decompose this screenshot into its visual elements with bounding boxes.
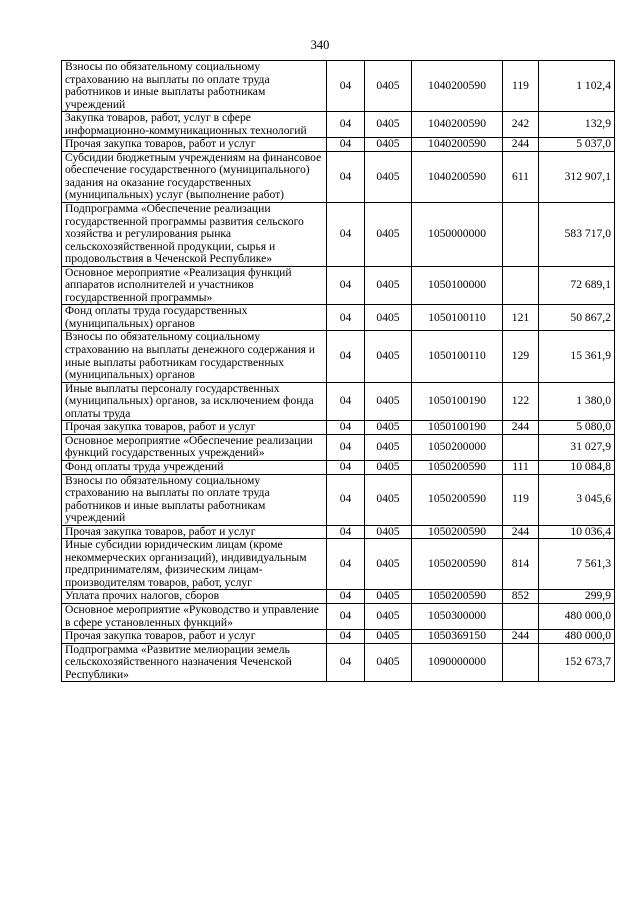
subsection-code-cell: 0405 <box>365 460 412 474</box>
amount-cell: 15 361,9 <box>539 331 615 382</box>
expense-name-cell: Прочая закупка товаров, работ и услуг <box>62 630 327 644</box>
expense-type-code-cell <box>503 643 539 682</box>
amount-cell: 5 037,0 <box>539 138 615 152</box>
section-code-cell: 04 <box>327 151 365 202</box>
expense-name-cell: Взносы по обязательному социальному страхованию на выплаты денежного содержания и иные выплаты работникам государственных (муниципальных) органов <box>62 331 327 382</box>
expense-type-code-cell: 119 <box>503 474 539 525</box>
expense-type-code-cell: 111 <box>503 460 539 474</box>
expense-name-cell: Иные выплаты персоналу государственных (муниципальных) органов, за исключением фонда оплаты труда <box>62 382 327 421</box>
section-code-cell: 04 <box>327 421 365 435</box>
section-code-cell: 04 <box>327 434 365 460</box>
subsection-code-cell: 0405 <box>365 525 412 539</box>
expense-type-code-cell: 852 <box>503 590 539 604</box>
target-item-code-cell: 1050100000 <box>412 266 503 305</box>
expense-type-code-cell: 121 <box>503 305 539 331</box>
page-number: 340 <box>310 38 330 52</box>
target-item-code-cell: 1050100190 <box>412 421 503 435</box>
subsection-code-cell: 0405 <box>365 138 412 152</box>
amount-cell: 1 102,4 <box>539 61 615 112</box>
expense-type-code-cell: 244 <box>503 138 539 152</box>
expense-type-code-cell: 244 <box>503 525 539 539</box>
subsection-code-cell: 0405 <box>365 112 412 138</box>
target-item-code-cell: 1040200590 <box>412 138 503 152</box>
expense-type-code-cell: 814 <box>503 539 539 590</box>
target-item-code-cell: 1050200590 <box>412 590 503 604</box>
table-row <box>62 331 615 382</box>
section-code-cell: 04 <box>327 525 365 539</box>
expense-type-code-cell <box>503 266 539 305</box>
subsection-code-cell: 0405 <box>365 630 412 644</box>
expense-name-cell: Основное мероприятие «Реализация функций аппаратов исполнителей и участников государственной программы» <box>62 266 327 305</box>
expense-name-cell: Прочая закупка товаров, работ и услуг <box>62 525 327 539</box>
table-row <box>62 266 615 305</box>
section-code-cell: 04 <box>327 382 365 421</box>
section-code-cell: 04 <box>327 643 365 682</box>
expense-name-cell: Прочая закупка товаров, работ и услуг <box>62 421 327 435</box>
target-item-code-cell: 1050200590 <box>412 525 503 539</box>
amount-cell: 3 045,6 <box>539 474 615 525</box>
expense-name-cell: Иные субсидии юридическим лицам (кроме некоммерческих организаций), индивидуальным предпринимателям, физическим лицам-производителям товаров, работ, услуг <box>62 539 327 590</box>
subsection-code-cell: 0405 <box>365 643 412 682</box>
subsection-code-cell: 0405 <box>365 603 412 629</box>
section-code-cell: 04 <box>327 539 365 590</box>
expense-type-code-cell: 244 <box>503 630 539 644</box>
subsection-code-cell: 0405 <box>365 539 412 590</box>
amount-cell: 10 084,8 <box>539 460 615 474</box>
table-row <box>62 460 615 474</box>
table-row <box>62 603 615 629</box>
expense-name-cell: Основное мероприятие «Обеспечение реализации функций государственных учреждений» <box>62 434 327 460</box>
table-row <box>62 151 615 202</box>
table-row <box>62 474 615 525</box>
expense-type-code-cell <box>503 603 539 629</box>
target-item-code-cell: 1050200590 <box>412 474 503 525</box>
amount-cell: 31 027,9 <box>539 434 615 460</box>
amount-cell: 132,9 <box>539 112 615 138</box>
expense-name-cell: Прочая закупка товаров, работ и услуг <box>62 138 327 152</box>
expense-type-code-cell: 122 <box>503 382 539 421</box>
expense-type-code-cell: 242 <box>503 112 539 138</box>
amount-cell: 7 561,3 <box>539 539 615 590</box>
amount-cell: 480 000,0 <box>539 603 615 629</box>
expense-type-code-cell <box>503 434 539 460</box>
table-row <box>62 630 615 644</box>
target-item-code-cell: 1040200590 <box>412 151 503 202</box>
target-item-code-cell: 1050369150 <box>412 630 503 644</box>
section-code-cell: 04 <box>327 460 365 474</box>
target-item-code-cell: 1050200000 <box>412 434 503 460</box>
subsection-code-cell: 0405 <box>365 151 412 202</box>
subsection-code-cell: 0405 <box>365 474 412 525</box>
section-code-cell: 04 <box>327 630 365 644</box>
target-item-code-cell: 1090000000 <box>412 643 503 682</box>
amount-cell: 10 036,4 <box>539 525 615 539</box>
table-row <box>62 382 615 421</box>
table-row <box>62 138 615 152</box>
expense-name-cell: Фонд оплаты труда государственных (муниципальных) органов <box>62 305 327 331</box>
table-row <box>62 525 615 539</box>
subsection-code-cell: 0405 <box>365 61 412 112</box>
expense-type-code-cell: 244 <box>503 421 539 435</box>
subsection-code-cell: 0405 <box>365 382 412 421</box>
target-item-code-cell: 1050100190 <box>412 382 503 421</box>
section-code-cell: 04 <box>327 203 365 267</box>
section-code-cell: 04 <box>327 61 365 112</box>
target-item-code-cell: 1050100110 <box>412 305 503 331</box>
target-item-code-cell: 1050200590 <box>412 460 503 474</box>
section-code-cell: 04 <box>327 603 365 629</box>
amount-cell: 50 867,2 <box>539 305 615 331</box>
target-item-code-cell: 1050100110 <box>412 331 503 382</box>
table-row <box>62 539 615 590</box>
table-row <box>62 305 615 331</box>
section-code-cell: 04 <box>327 138 365 152</box>
subsection-code-cell: 0405 <box>365 203 412 267</box>
subsection-code-cell: 0405 <box>365 590 412 604</box>
expense-name-cell: Фонд оплаты труда учреждений <box>62 460 327 474</box>
expense-name-cell: Уплата прочих налогов, сборов <box>62 590 327 604</box>
target-item-code-cell: 1040200590 <box>412 61 503 112</box>
section-code-cell: 04 <box>327 590 365 604</box>
expense-type-code-cell <box>503 203 539 267</box>
section-code-cell: 04 <box>327 331 365 382</box>
amount-cell: 1 380,0 <box>539 382 615 421</box>
target-item-code-cell: 1050000000 <box>412 203 503 267</box>
expense-name-cell: Подпрограмма «Развитие мелиорации земель сельскохозяйственного назначения Чеченской Республики» <box>62 643 327 682</box>
amount-cell: 480 000,0 <box>539 630 615 644</box>
table-row <box>62 434 615 460</box>
amount-cell: 583 717,0 <box>539 203 615 267</box>
table-row <box>62 61 615 112</box>
amount-cell: 299,9 <box>539 590 615 604</box>
table-row <box>62 643 615 682</box>
amount-cell: 152 673,7 <box>539 643 615 682</box>
target-item-code-cell: 1050300000 <box>412 603 503 629</box>
expense-type-code-cell: 129 <box>503 331 539 382</box>
budget-table <box>61 60 615 682</box>
table-row <box>62 590 615 604</box>
section-code-cell: 04 <box>327 112 365 138</box>
amount-cell: 72 689,1 <box>539 266 615 305</box>
subsection-code-cell: 0405 <box>365 305 412 331</box>
subsection-code-cell: 0405 <box>365 434 412 460</box>
expense-name-cell: Взносы по обязательному социальному страхованию на выплаты по оплате труда работников и иные выплаты работникам учреждений <box>62 474 327 525</box>
subsection-code-cell: 0405 <box>365 266 412 305</box>
expense-name-cell: Субсидии бюджетным учреждениям на финансовое обеспечение государственного (муниципального) задания на оказание государственных (муниципальных) услуг (выполнение работ) <box>62 151 327 202</box>
table-row <box>62 203 615 267</box>
budget-table-body <box>62 61 615 682</box>
expense-type-code-cell: 119 <box>503 61 539 112</box>
expense-name-cell: Подпрограмма «Обеспечение реализации государственной программы развития сельского хозяйства и регулирования рынка сельскохозяйственной продукции, сырья и продовольствия в Чеченской Республике» <box>62 203 327 267</box>
amount-cell: 5 080,0 <box>539 421 615 435</box>
table-row <box>62 421 615 435</box>
subsection-code-cell: 0405 <box>365 421 412 435</box>
section-code-cell: 04 <box>327 474 365 525</box>
section-code-cell: 04 <box>327 305 365 331</box>
table-row <box>62 112 615 138</box>
expense-name-cell: Основное мероприятие «Руководство и управление в сфере установленных функций» <box>62 603 327 629</box>
subsection-code-cell: 0405 <box>365 331 412 382</box>
expense-type-code-cell: 611 <box>503 151 539 202</box>
target-item-code-cell: 1050200590 <box>412 539 503 590</box>
expense-name-cell: Закупка товаров, работ, услуг в сфере информационно-коммуникационных технологий <box>62 112 327 138</box>
expense-name-cell: Взносы по обязательному социальному страхованию на выплаты по оплате труда работников и иные выплаты работникам учреждений <box>62 61 327 112</box>
amount-cell: 312 907,1 <box>539 151 615 202</box>
section-code-cell: 04 <box>327 266 365 305</box>
target-item-code-cell: 1040200590 <box>412 112 503 138</box>
